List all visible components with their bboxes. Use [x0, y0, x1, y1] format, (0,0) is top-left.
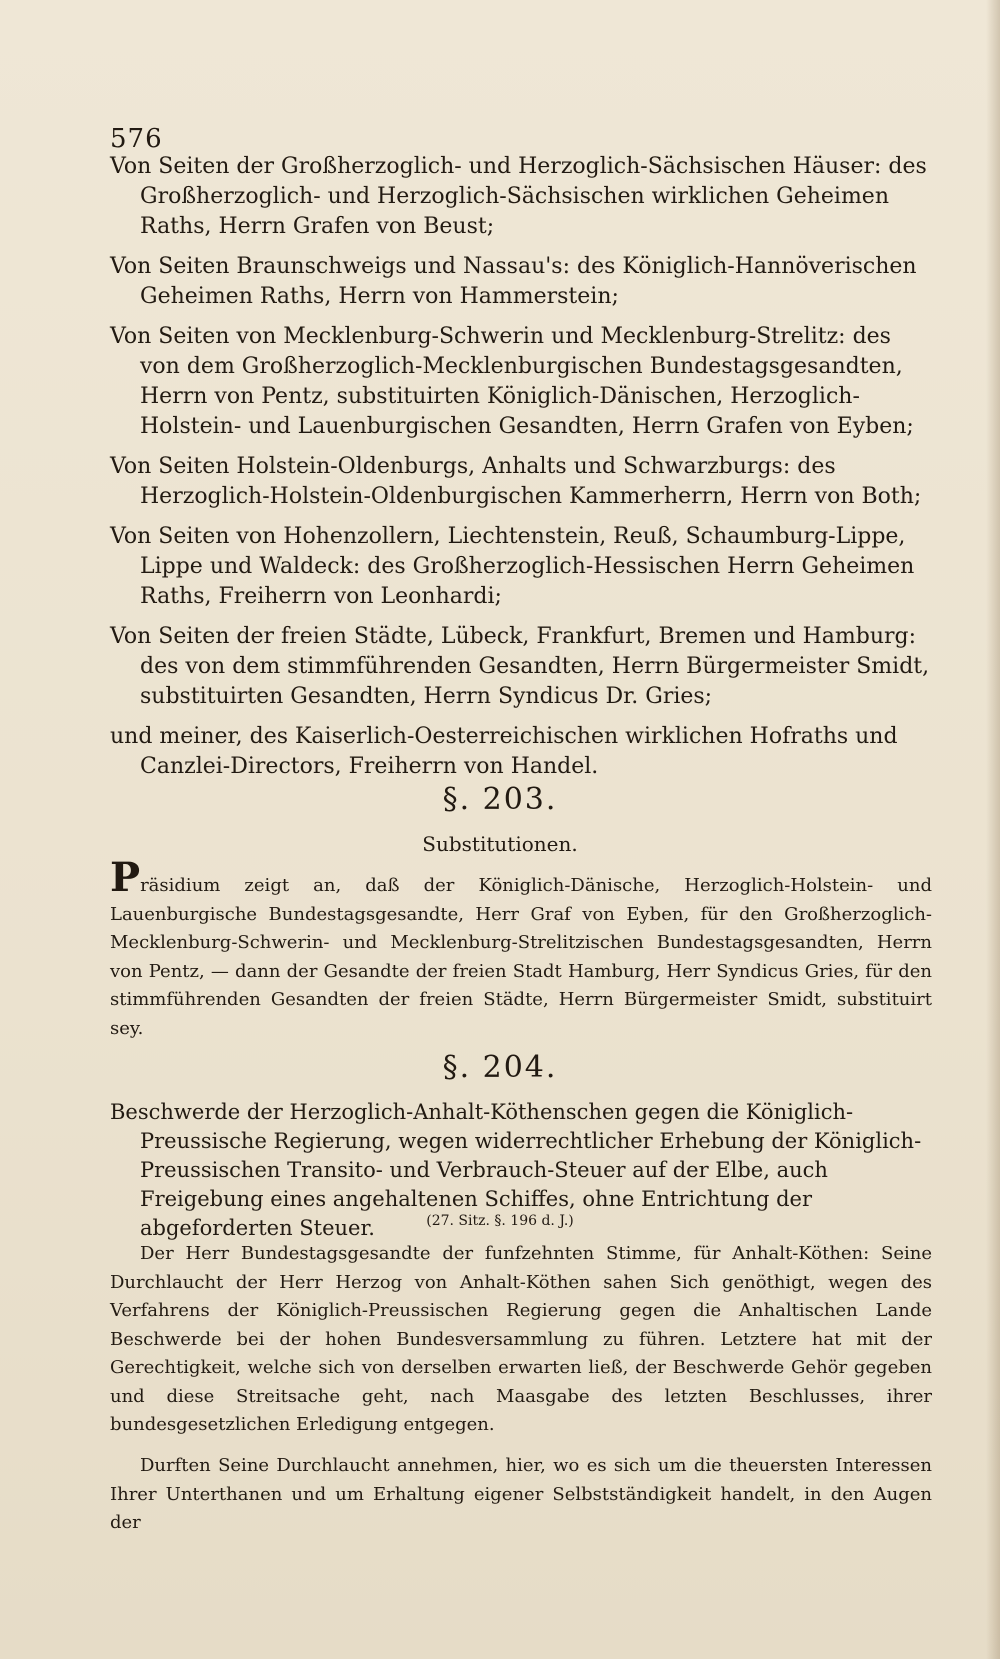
entry-brunswick-nassau: Von Seiten Braunschweigs und Nassau's: des Königlich-Hannöverischen Geheimen Raths, Herrn von Hammerstein;: [110, 254, 917, 309]
entry-mecklenburg: Von Seiten von Mecklenburg-Schwerin und Mecklenburg-Strelitz: des von dem Großherzoglich-Mecklenburgischen Bundestagsgesandten, Herrn von Pentz, substituirten Königlich-Dänischen, Herzoglich-Holstein- und Lauenburgischen Gesandten, Herrn Grafen von Eyben;: [110, 324, 914, 439]
page-number: 576: [110, 124, 163, 154]
entry-free-cities: Von Seiten der freien Städte, Lübeck, Frankfurt, Bremen und Hamburg: des von dem stimmführenden Gesandten, Herrn Bürgermeister Smidt, substituirten Gesandten, Herrn Syndicus Dr. Gries;: [110, 624, 930, 709]
section-203-text: räsidium zeigt an, daß der Königlich-Dänische, Herzoglich-Holstein- und Lauenburgische Bundestagsgesandte, Herr Graf von Eyben, für den Großherzoglich-Mecklenburg-Schwerin- und Mecklenburg-Strelitzischen Bundestagsgesandten, Herrn von Pentz, — dann der Gesandte der freien Stadt Hamburg, Herr Syndicus Gries, für den stimmführenden Gesandten der freien Städte, Herrn Bürgermeister Smidt, substituirt sey.: [110, 875, 932, 1039]
section-204-para1: Der Herr Bundestagsgesandte der funfzehnten Stimme, für Anhalt-Köthen: Seine Durchlaucht der Herr Herzog von Anhalt-Köthen sahen Sich genöthigt, wegen des Verfahrens der Königlich-Preussischen Regierung gegen die Anhaltischen Lande Beschwerde bei der hohen Bundesversammlung zu führen. Letztere hat mit der Gerechtigkeit, welche sich von derselben erwarten ließ, der Beschwerde Gehör gegeben und diese Streitsache geht, nach Maasgabe des letzten Beschlusses, ihrer bundesgesetzlichen Erledigung entgegen.: [110, 1243, 932, 1435]
section-204-heading: Beschwerde der Herzoglich-Anhalt-Köthenschen gegen die Königlich-Preussische Regierung, wegen widerrechtlicher Erhebung der Königlich-Preussischen Transito- und Verbrauch-Steuer auf der Elbe, auch Freigebung eines angehaltenen Schiffes, ohne Entrichtung der abgeforderten Steuer.: [110, 1100, 922, 1240]
section-204-title: §. 204.: [442, 1050, 558, 1085]
section-204-para2: Durften Seine Durchlaucht annehmen, hier, wo es sich um die theuersten Interessen Ihrer Unterthanen und um Erhaltung eigener Selbstständigkeit handelt, in den Augen der: [110, 1455, 932, 1533]
section-203-subtitle: Substitutionen.: [422, 832, 578, 856]
section-204-reference: (27. Sitz. §. 196 d. J.): [426, 1213, 574, 1229]
entry-holstein-oldenburg: Von Seiten Holstein-Oldenburgs, Anhalts und Schwarzburgs: des Herzoglich-Holstein-Oldenburgischen Kammerherrn, Herrn von Both;: [110, 454, 922, 509]
entry-saxony: Von Seiten der Großherzoglich- und Herzoglich-Sächsischen Häuser: des Großherzoglich- und Herzoglich-Sächsischen wirklichen Geheimen Raths, Herrn Grafen von Beust;: [110, 154, 927, 239]
entries-list: [110, 152, 932, 792]
section-203-body: [110, 854, 932, 1043]
drop-cap: P: [110, 854, 141, 901]
page-edge-shadow: [986, 0, 1000, 1659]
section-203-title: §. 203.: [442, 782, 558, 817]
entry-handel: und meiner, des Kaiserlich-Oesterreichischen wirklichen Hofraths und Canzlei-Directors, Freiherrn von Handel.: [110, 724, 898, 779]
entry-hohenzollern: Von Seiten von Hohenzollern, Liechtenstein, Reuß, Schaumburg-Lippe, Lippe und Waldeck: des Großherzoglich-Hessischen Herrn Geheimen Raths, Freiherrn von Leonhardi;: [110, 524, 915, 609]
